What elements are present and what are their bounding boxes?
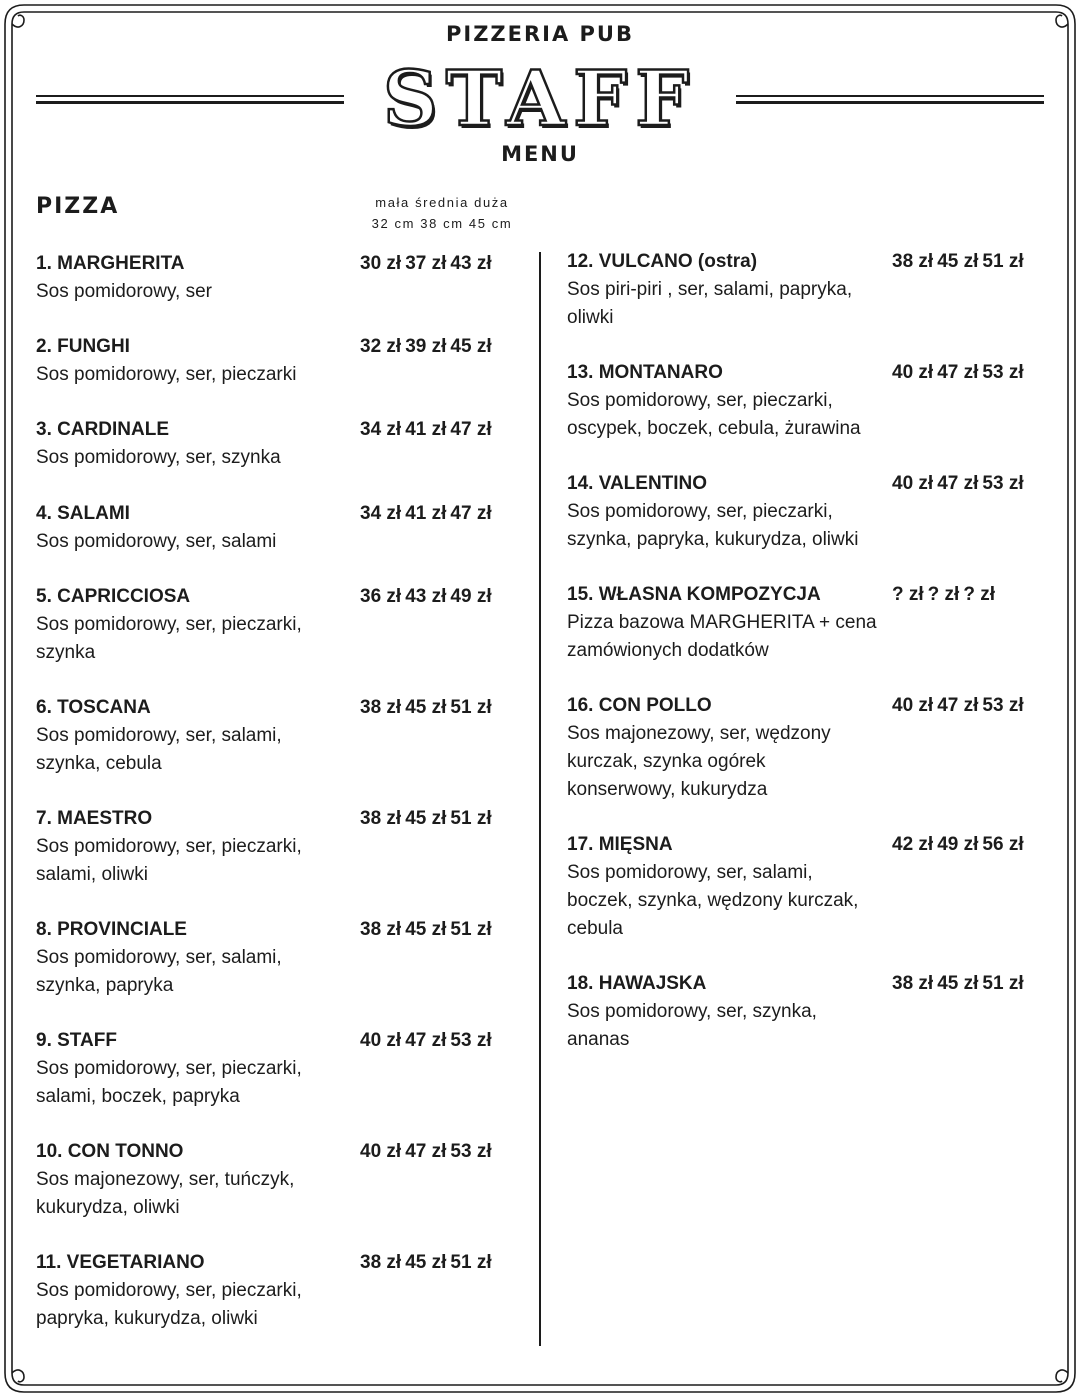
item-prices bbox=[360, 416, 492, 444]
item-prices bbox=[360, 1138, 492, 1166]
menu-item bbox=[36, 416, 528, 472]
menu-item bbox=[567, 359, 1049, 443]
item-description: Sos pomidorowy, ser, pieczarki, szynka, papryka, kukurydza, oliwki bbox=[567, 501, 859, 550]
price-small: 42 zł bbox=[892, 834, 934, 855]
item-description: Sos pomidorowy, ser, salami bbox=[36, 531, 277, 552]
item-name: 18. HAWAJSKA bbox=[567, 973, 707, 994]
item-name: 16. CON POLLO bbox=[567, 695, 712, 716]
price-large: 53 zł bbox=[982, 362, 1024, 383]
item-name: 13. MONTANARO bbox=[567, 362, 723, 383]
item-prices bbox=[892, 470, 1024, 498]
price-medium: 47 zł bbox=[405, 1141, 447, 1162]
item-prices bbox=[360, 916, 492, 944]
menu-item bbox=[36, 583, 528, 667]
price-small: 34 zł bbox=[360, 503, 402, 524]
price-small: 40 zł bbox=[892, 362, 934, 383]
item-name: 15. WŁASNA KOMPOZYCJA bbox=[567, 584, 821, 605]
price-medium: 45 zł bbox=[937, 251, 979, 272]
price-large: 51 zł bbox=[982, 973, 1024, 994]
item-name: 14. VALENTINO bbox=[567, 473, 708, 494]
item-prices bbox=[360, 500, 492, 528]
price-large: 51 zł bbox=[450, 919, 492, 940]
item-name: 9. STAFF bbox=[36, 1030, 117, 1051]
price-small: 38 zł bbox=[360, 1252, 402, 1273]
menu-item bbox=[36, 1138, 528, 1222]
item-prices bbox=[360, 805, 492, 833]
item-name: 2. FUNGHI bbox=[36, 336, 130, 357]
menu-item bbox=[36, 250, 528, 306]
price-medium: 45 zł bbox=[405, 919, 447, 940]
price-small: 36 zł bbox=[360, 586, 402, 607]
price-small: 38 zł bbox=[892, 251, 934, 272]
item-description: Sos pomidorowy, ser, szynka bbox=[36, 447, 281, 468]
item-description: Sos pomidorowy, ser, pieczarki, salami, oliwki bbox=[36, 836, 302, 885]
item-prices bbox=[360, 1249, 492, 1277]
item-description: Sos pomidorowy, ser, szynka, ananas bbox=[567, 1001, 817, 1050]
price-large: 45 zł bbox=[450, 336, 492, 357]
price-large: 53 zł bbox=[450, 1141, 492, 1162]
item-name: 6. TOSCANA bbox=[36, 697, 151, 718]
menu-item bbox=[567, 248, 1049, 332]
item-name: 4. SALAMI bbox=[36, 503, 130, 524]
item-prices bbox=[892, 359, 1024, 387]
menu-item bbox=[36, 1027, 528, 1111]
menu-item bbox=[567, 831, 1049, 943]
price-medium: 47 zł bbox=[405, 1030, 447, 1051]
price-small: 34 zł bbox=[360, 419, 402, 440]
menu-item bbox=[36, 333, 528, 389]
item-prices bbox=[360, 694, 492, 722]
item-name: 17. MIĘSNA bbox=[567, 834, 673, 855]
price-small: 38 zł bbox=[360, 919, 402, 940]
item-description: Sos pomidorowy, ser, pieczarki, salami, boczek, papryka bbox=[36, 1058, 302, 1107]
item-prices bbox=[892, 692, 1024, 720]
price-small: 30 zł bbox=[360, 253, 402, 274]
item-prices bbox=[360, 1027, 492, 1055]
price-small: 40 zł bbox=[360, 1141, 402, 1162]
item-name: 12. VULCANO (ostra) bbox=[567, 251, 758, 272]
menu-item bbox=[567, 470, 1049, 554]
price-large: 49 zł bbox=[450, 586, 492, 607]
menu-item bbox=[36, 500, 528, 556]
menu-item bbox=[567, 581, 1049, 665]
price-medium: 45 zł bbox=[405, 808, 447, 829]
price-large: 51 zł bbox=[450, 808, 492, 829]
price-small: 38 zł bbox=[892, 973, 934, 994]
brand-logo: STAFF bbox=[382, 54, 698, 143]
price-large: 51 zł bbox=[450, 1252, 492, 1273]
item-prices bbox=[892, 970, 1024, 998]
item-description: Pizza bazowa MARGHERITA + cena zamówionych dodatków bbox=[567, 612, 877, 661]
item-name: 11. VEGETARIANO bbox=[36, 1252, 205, 1273]
item-description: Sos pomidorowy, ser, pieczarki, oscypek, boczek, cebula, żurawina bbox=[567, 390, 861, 439]
price-large: 51 zł bbox=[450, 697, 492, 718]
menu-item bbox=[36, 694, 528, 778]
price-medium: 47 zł bbox=[937, 695, 979, 716]
price-large: 47 zł bbox=[450, 503, 492, 524]
top-label: PIZZERIA PUB bbox=[445, 22, 634, 46]
price-small: 38 zł bbox=[360, 697, 402, 718]
price-medium: 45 zł bbox=[405, 1252, 447, 1273]
item-description: Sos pomidorowy, ser, pieczarki, szynka bbox=[36, 614, 302, 663]
price-large: 47 zł bbox=[450, 419, 492, 440]
size-cm: 32 cm 38 cm 45 cm bbox=[371, 216, 513, 231]
item-name: 7. MAESTRO bbox=[36, 808, 153, 829]
price-large: 53 zł bbox=[450, 1030, 492, 1051]
item-name: 10. CON TONNO bbox=[36, 1141, 184, 1162]
menu-item bbox=[567, 692, 1049, 804]
item-name: 3. CARDINALE bbox=[36, 419, 170, 440]
item-description: Sos pomidorowy, ser, salami, szynka, papryka bbox=[36, 947, 282, 996]
price-small: 40 zł bbox=[892, 695, 934, 716]
menu-item bbox=[567, 970, 1049, 1054]
price-medium: 39 zł bbox=[405, 336, 447, 357]
item-prices bbox=[892, 831, 1024, 859]
price-large: 43 zł bbox=[450, 253, 492, 274]
item-description: Sos pomidorowy, ser bbox=[36, 281, 212, 302]
price-large: 56 zł bbox=[982, 834, 1024, 855]
menu-item bbox=[36, 805, 528, 889]
price-medium: 41 zł bbox=[405, 503, 447, 524]
item-prices bbox=[360, 333, 492, 361]
menu-item bbox=[36, 1249, 528, 1333]
item-description: Sos pomidorowy, ser, salami, szynka, cebula bbox=[36, 725, 282, 774]
price-medium: 45 zł bbox=[937, 973, 979, 994]
item-prices bbox=[892, 581, 995, 609]
price-medium: 47 zł bbox=[937, 473, 979, 494]
price-large: 51 zł bbox=[982, 251, 1024, 272]
item-prices bbox=[360, 250, 492, 278]
item-description: Sos pomidorowy, ser, pieczarki, papryka, kukurydza, oliwki bbox=[36, 1280, 302, 1329]
price-small: 38 zł bbox=[360, 808, 402, 829]
price-small: 32 zł bbox=[360, 336, 402, 357]
price-medium: 43 zł bbox=[405, 586, 447, 607]
price-medium: 47 zł bbox=[937, 362, 979, 383]
item-name: 8. PROVINCIALE bbox=[36, 919, 187, 940]
item-description: Sos pomidorowy, ser, pieczarki bbox=[36, 364, 297, 385]
section-title: PIZZA bbox=[36, 194, 120, 219]
item-description: Sos majonezowy, ser, tuńczyk, kukurydza, oliwki bbox=[36, 1169, 295, 1218]
menu-label: MENU bbox=[501, 142, 579, 166]
price-medium: 37 zł bbox=[405, 253, 447, 274]
price-medium: 49 zł bbox=[937, 834, 979, 855]
price-large: 53 zł bbox=[982, 473, 1024, 494]
menu-item bbox=[36, 916, 528, 1000]
item-prices bbox=[360, 583, 492, 611]
price-large: ? zł bbox=[963, 584, 996, 605]
item-name: 1. MARGHERITA bbox=[36, 253, 185, 274]
item-description: Sos piri-piri , ser, salami, papryka, oliwki bbox=[567, 279, 853, 328]
item-name: 5. CAPRICCIOSA bbox=[36, 586, 191, 607]
item-description: Sos majonezowy, ser, wędzony kurczak, szynka ogórek konserwowy, kukurydza bbox=[567, 723, 831, 800]
item-prices bbox=[892, 248, 1024, 276]
price-medium: 45 zł bbox=[405, 697, 447, 718]
price-large: 53 zł bbox=[982, 695, 1024, 716]
price-small: 40 zł bbox=[360, 1030, 402, 1051]
price-small: ? zł bbox=[892, 584, 924, 605]
column-divider bbox=[539, 252, 541, 1346]
item-description: Sos pomidorowy, ser, salami, boczek, szynka, wędzony kurczak, cebula bbox=[567, 862, 859, 939]
price-medium: ? zł bbox=[927, 584, 960, 605]
price-small: 40 zł bbox=[892, 473, 934, 494]
price-medium: 41 zł bbox=[405, 419, 447, 440]
size-labels: mała średnia duża bbox=[375, 195, 509, 210]
